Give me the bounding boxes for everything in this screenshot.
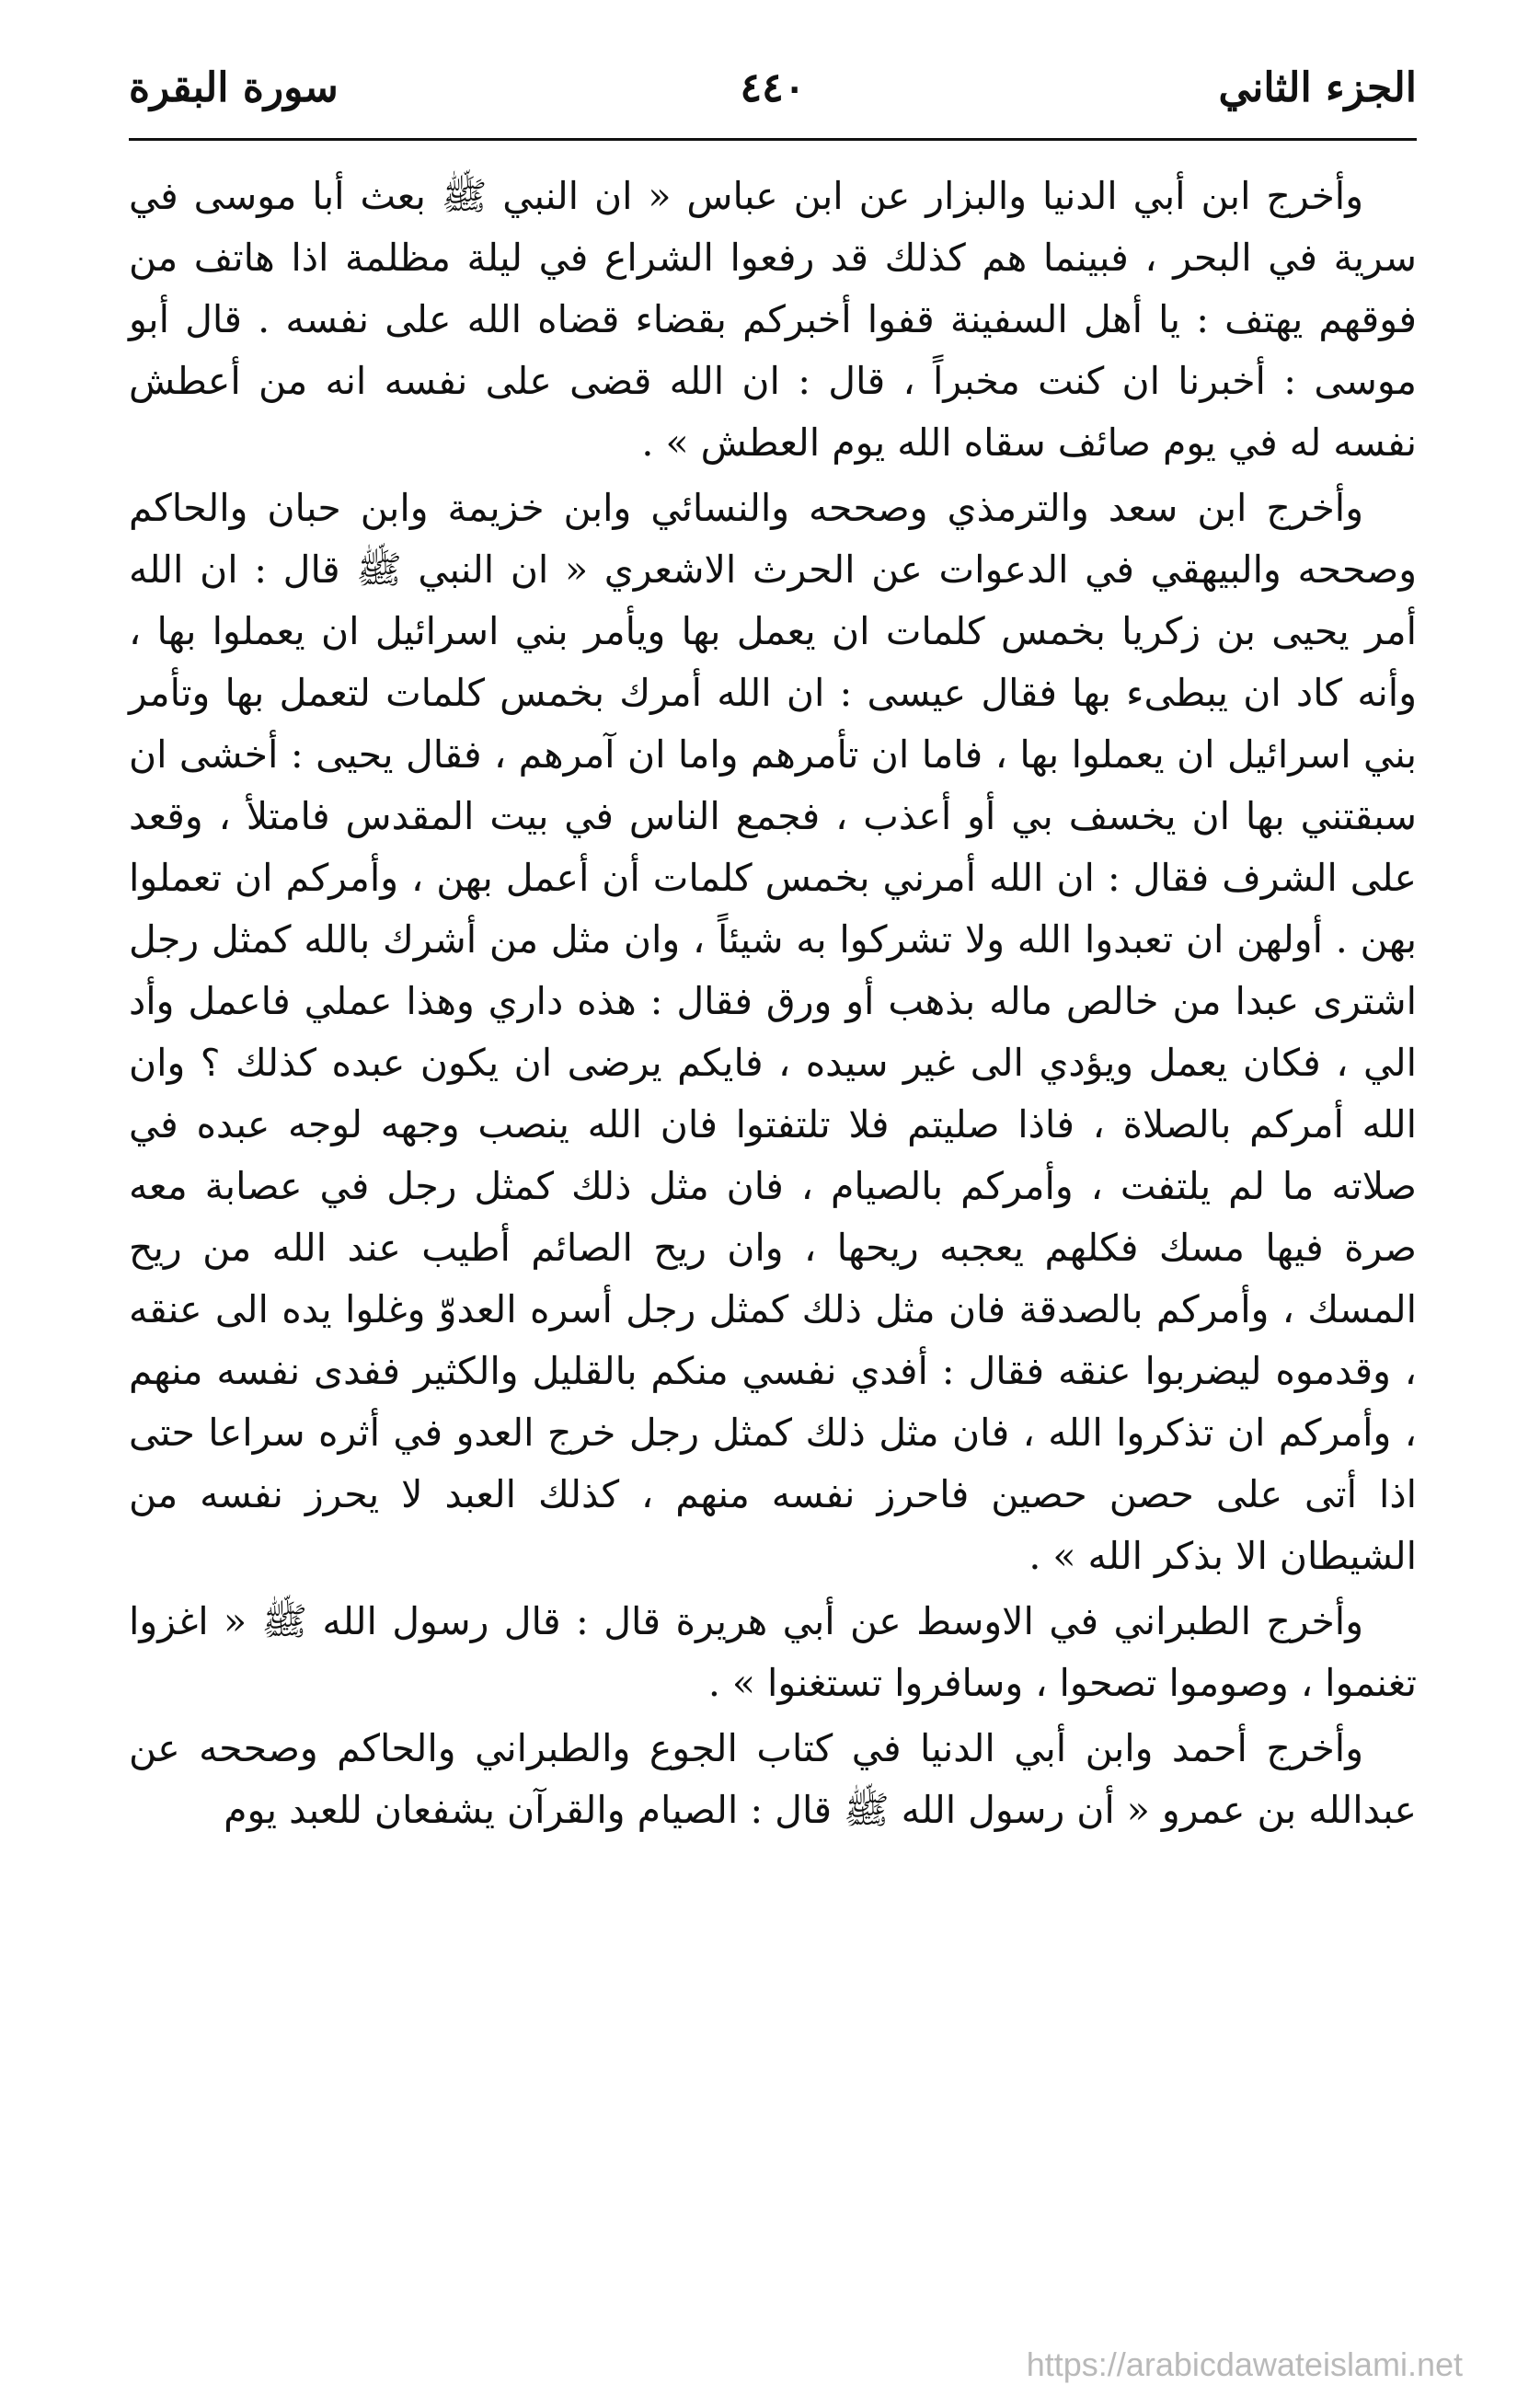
paragraph-4: وأخرج أحمد وابن أبي الدنيا في كتاب الجوع والطبراني والحاكم وصححه عن عبدالله بن عمرو « أن رسول الله ﷺ قال : الصيام والقرآن يشفعان للعبد يوم (129, 1726, 1417, 1832)
header-rule (129, 138, 1417, 141)
page-number: ٤٤٠ (740, 64, 806, 111)
paragraph-1: وأخرج ابن أبي الدنيا والبزار عن ابن عباس « ان النبي ﷺ بعث أبا موسى في سرية في البحر ، فبينما هم كذلك قد رفعوا الشراع في ليلة مظلمة اذا هاتف من فوقهم يهتف : يا أهل السفينة قفوا أخبركم بقضاء قضاه الله على نفسه . قال أبو موسى : أخبرنا ان كنت مخبراً ، قال : ان الله قضى على نفسه انه من أعطش نفسه له في يوم صائف سقاه الله يوم العطش » . (129, 174, 1417, 465)
part-label: الجزء الثاني (1218, 64, 1417, 111)
paragraph-2: وأخرج ابن سعد والترمذي وصححه والنسائي وابن خزيمة وابن حبان والحاكم وصححه والبيهقي في الدعوات عن الحرث الاشعري « ان النبي ﷺ قال : ان الله أمر يحيى بن زكريا بخمس كلمات ان يعمل بها ويأمر بني اسرائيل ان يعملوا بها ، وأنه كاد ان يبطىء بها فقال عيسى : ان الله أمرك بخمس كلمات لتعمل بها وتأمر بني اسرائيل ان يعملوا بها ، فاما ان تأمرهم واما ان آمرهم ، فقال يحيى : أخشى ان سبقتني بها ان يخسف بي أو أعذب ، فجمع الناس في بيت المقدس فامتلأ ، وقعد على الشرف فقال : ان الله أمرني بخمس كلمات أن أعمل بهن ، وأمركم ان تعملوا بهن . أولهن ان تعبدوا الله ولا تشركوا به شيئاً ، وان مثل من أشرك بالله كمثل رجل اشترى عبدا من خالص ماله بذهب أو ورق فقال : هذه داري وهذا عملي فاعمل وأد الي ، فكان يعمل ويؤدي الى غير سيده ، فايكم يرضى ان يكون عبده كذلك ؟ وان الله أمركم بالصلاة ، فاذا صليتم فلا تلتفتوا فان الله ينصب وجهه لوجه عبده في صلاته ما لم يلتفت ، وأمركم بالصيام ، فان مثل ذلك كمثل رجل في عصابة معه صرة فيها مسك فكلهم يعجبه ريحها ، وان ريح الصائم أطيب عند الله من ريح المسك ، وأمركم بالصدقة فان مثل ذلك كمثل رجل أسره العدوّ وغلوا يده الى عنقه ، وقدموه ليضربوا عنقه فقال : أفدي نفسي منكم بالقليل والكثير ففدى نفسه منهم ، وأمركم ان تذكروا الله ، فان مثل ذلك كمثل رجل خرج العدو في أثره سراعا حتى اذا أتى على حصن حصين فاحرز نفسه منهم ، كذلك العبد لا يحرز نفسه من الشيطان الا بذكر الله » . (129, 486, 1417, 1578)
paragraph-3: وأخرج الطبراني في الاوسط عن أبي هريرة قال : قال رسول الله ﷺ « اغزوا تغنموا ، وصوموا تصحوا ، وسافروا تستغنوا » . (129, 1599, 1417, 1705)
running-header (129, 53, 1417, 127)
page-body (129, 166, 1417, 2310)
watermark-url: https://arabicdawateislami.net (1026, 2345, 1463, 2383)
surah-label: سورة البقرة (129, 64, 339, 111)
